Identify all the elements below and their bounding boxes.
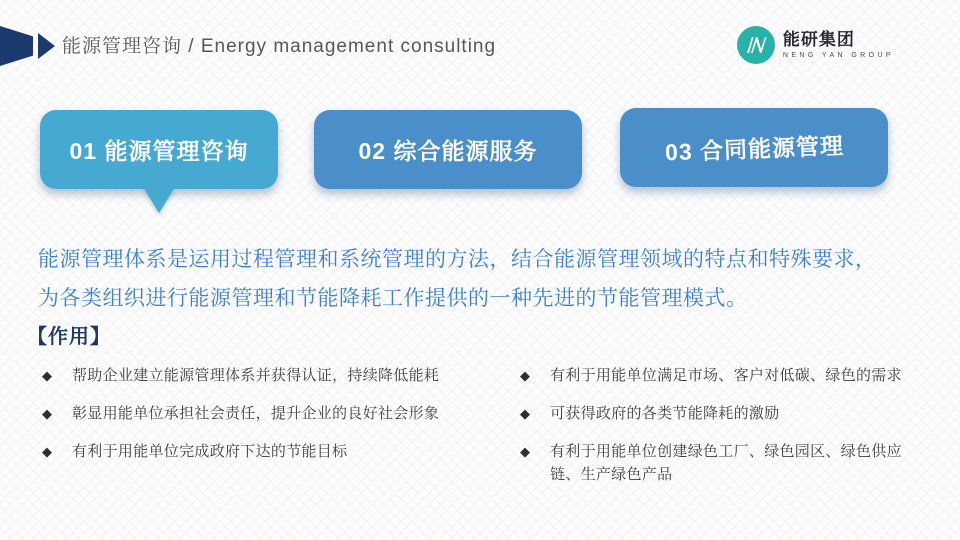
bullet-text: 彰显用能单位承担社会责任，提升企业的良好社会形象 — [72, 405, 440, 422]
diamond-bullet-icon: ◆ — [42, 444, 52, 459]
logo-name-zh: 能研集团 — [782, 30, 855, 49]
tab-label: 03 合同能源管理 — [664, 132, 844, 166]
description-line-2: 为各类组织进行能源管理和节能降耗工作提供的一种先进的节能管理模式。 — [38, 287, 748, 310]
page-title: 能源管理咨询 / Energy management consulting — [62, 36, 497, 57]
tab-integrated-energy-services[interactable] — [314, 110, 582, 189]
diamond-bullet-icon: ◆ — [520, 444, 530, 459]
tab-label: 01 能源管理咨询 — [69, 138, 249, 164]
tab-label: 02 综合能源服务 — [358, 138, 538, 164]
bullet-text: 有利于用能单位完成政府下达的节能目标 — [72, 443, 348, 460]
benefits-column-right — [520, 364, 912, 486]
logo-n-icon — [736, 25, 776, 65]
description-line-1: 能源管理体系是运用过程管理和系统管理的方法，结合能源管理领域的特点和特殊要求， — [38, 248, 877, 271]
header-flag-shape — [0, 26, 33, 66]
list-item — [520, 402, 912, 425]
diamond-bullet-icon: ◆ — [520, 368, 530, 383]
bullet-text: 有利于用能单位创建绿色工厂、绿色园区、绿色供应链、生产绿色产品 — [550, 443, 902, 483]
diamond-bullet-icon: ◆ — [42, 368, 52, 383]
active-tab-pointer — [143, 187, 175, 213]
tab-energy-management-consulting[interactable] — [40, 110, 278, 189]
logo-names — [783, 31, 894, 59]
bullet-text: 可获得政府的各类节能降耗的激励 — [550, 405, 780, 422]
section-heading: 【作用】 — [27, 326, 111, 348]
bullet-text: 有利于用能单位满足市场、客户对低碳、绿色的需求 — [550, 367, 902, 384]
diamond-bullet-icon: ◆ — [520, 406, 530, 421]
header-arrow-shape — [38, 33, 55, 59]
benefits-column-left — [42, 364, 487, 463]
company-logo — [736, 25, 894, 65]
logo-name-en: NENG YAN GROUP — [782, 52, 894, 59]
list-item — [520, 364, 912, 387]
bullet-text: 帮助企业建立能源管理体系并获得认证，持续降低能耗 — [72, 367, 440, 384]
diamond-bullet-icon: ◆ — [42, 406, 52, 421]
list-item — [42, 402, 487, 425]
header — [0, 0, 960, 90]
list-item — [42, 364, 487, 387]
description-paragraph — [38, 240, 928, 318]
list-item — [520, 440, 912, 486]
tab-energy-performance-contracting[interactable] — [620, 108, 888, 187]
list-item — [42, 440, 487, 463]
